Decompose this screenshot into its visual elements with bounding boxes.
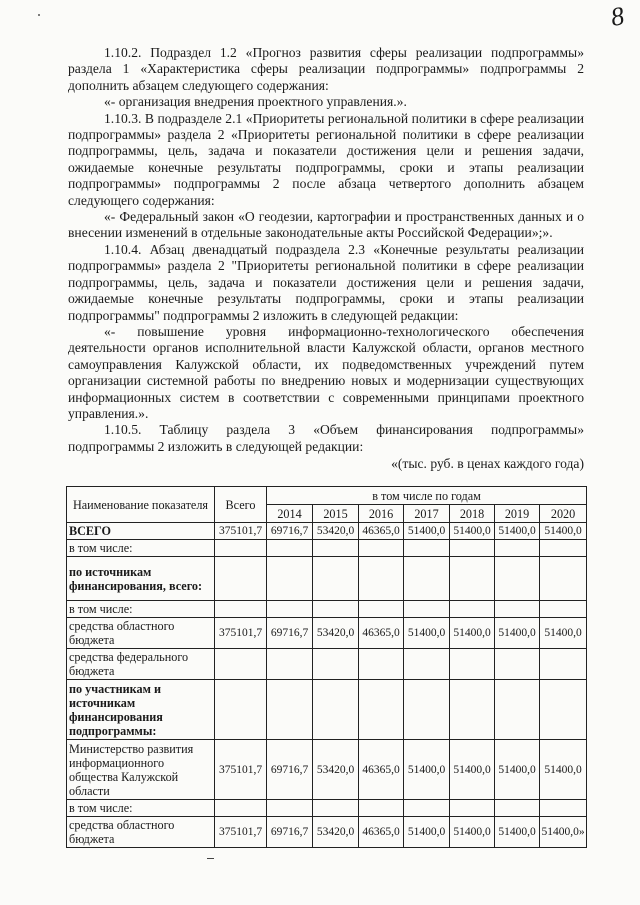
year-value-cell: [404, 601, 450, 618]
scan-mark: [207, 858, 214, 859]
year-value-cell: [313, 649, 359, 680]
paragraph-quote-2: «- Федеральный закон «О геодезии, картографии и пространственных данных и о внесении изменений в отдельные законодательные акты Российской Федерации»;».: [68, 209, 584, 241]
year-value-cell: 69716,7: [267, 523, 313, 540]
row-total: [215, 557, 267, 601]
year-value-cell: 69716,7: [267, 740, 313, 800]
year-value-cell: [313, 557, 359, 601]
year-value-cell: [359, 557, 404, 601]
header-by-years: в том числе по годам: [267, 487, 587, 505]
row-label: по источникам финансирования, всего:: [67, 557, 215, 601]
row-label: в том числе:: [67, 800, 215, 817]
year-value-cell: [267, 680, 313, 740]
year-value-cell: [495, 557, 540, 601]
year-value-cell: 51400,0: [495, 523, 540, 540]
header-year: 2014: [267, 505, 313, 523]
year-value-cell: 51400,0: [495, 740, 540, 800]
header-total: Всего: [215, 487, 267, 523]
header-name: Наименование показателя: [67, 487, 215, 523]
year-value-cell: 53420,0: [313, 523, 359, 540]
row-total: 375101,7: [215, 618, 267, 649]
year-value-cell: [313, 601, 359, 618]
year-value-cell: [450, 601, 495, 618]
table-row: [67, 523, 587, 540]
year-value-cell: [540, 557, 587, 601]
year-value-cell: 51400,0: [450, 618, 495, 649]
year-value-cell: 53420,0: [313, 618, 359, 649]
year-value-cell: [540, 800, 587, 817]
year-value-cell: 51400,0: [540, 618, 587, 649]
year-value-cell: [495, 680, 540, 740]
year-value-cell: 51400,0: [450, 817, 495, 848]
year-value-cell: 51400,0»: [540, 817, 587, 848]
table-row: [67, 540, 587, 557]
year-value-cell: 53420,0: [313, 740, 359, 800]
year-value-cell: 46365,0: [359, 523, 404, 540]
year-value-cell: [359, 540, 404, 557]
year-value-cell: [359, 800, 404, 817]
year-value-cell: [267, 649, 313, 680]
paragraph-1-10-3: 1.10.3. В подразделе 2.1 «Приоритеты региональной политики в сфере реализации подпрограммы» раздела 2 «Приоритеты региональной политики в сфере реализации подпрограммы, цель, задача и показатели достижения цели и решения задачи, ожидаемые конечные результаты подпрограммы, сроки и этапы реализации подпрограммы» подпрограммы 2 после абзаца четвертого дополнить абзацем следующего содержания:: [68, 110, 584, 208]
year-value-cell: 51400,0: [404, 618, 450, 649]
year-value-cell: 51400,0: [495, 817, 540, 848]
year-value-cell: 46365,0: [359, 618, 404, 649]
table-row: [67, 649, 587, 680]
year-value-cell: [404, 557, 450, 601]
row-total: [215, 800, 267, 817]
row-label: ВСЕГО: [67, 523, 215, 540]
row-total: [215, 649, 267, 680]
row-total: 375101,7: [215, 740, 267, 800]
year-value-cell: 51400,0: [540, 740, 587, 800]
table-unit-note: «(тыс. руб. в ценах каждого года): [391, 456, 584, 472]
year-value-cell: [359, 649, 404, 680]
year-value-cell: [495, 540, 540, 557]
year-value-cell: [359, 601, 404, 618]
year-value-cell: [450, 800, 495, 817]
header-year: 2018: [450, 505, 495, 523]
table-row: [67, 800, 587, 817]
year-value-cell: [404, 680, 450, 740]
year-value-cell: [540, 680, 587, 740]
year-value-cell: [267, 540, 313, 557]
document-body: [68, 45, 584, 473]
year-value-cell: [404, 649, 450, 680]
row-label: средства федерального бюджета: [67, 649, 215, 680]
year-value-cell: [267, 601, 313, 618]
year-value-cell: [450, 540, 495, 557]
year-value-cell: 69716,7: [267, 618, 313, 649]
year-value-cell: [313, 540, 359, 557]
year-value-cell: [313, 800, 359, 817]
row-label: в том числе:: [67, 601, 215, 618]
year-value-cell: [495, 649, 540, 680]
row-label: средства областного бюджета: [67, 817, 215, 848]
year-value-cell: [450, 649, 495, 680]
table-row: [67, 740, 587, 800]
table-row: [67, 618, 587, 649]
year-value-cell: [495, 800, 540, 817]
year-value-cell: [450, 557, 495, 601]
paragraph-1-10-4: 1.10.4. Абзац двенадцатый подраздела 2.3 «Конечные результаты реализации подпрограммы» раздела 2 "Приоритеты региональной политики в сфере реализации подпрограммы, цель, задача и показатели достижения цели и решения задачи, ожидаемые конечные результаты подпрограммы, сроки и этапы реализации подпрограммы" подпрограммы 2 изложить в следующей редакции:: [68, 241, 584, 323]
scan-speck: [38, 14, 40, 16]
table-row: [67, 817, 587, 848]
year-value-cell: 51400,0: [450, 740, 495, 800]
year-value-cell: [313, 680, 359, 740]
paragraph-quote-1: «- организация внедрения проектного управления.».: [104, 94, 407, 110]
year-value-cell: 51400,0: [404, 817, 450, 848]
year-value-cell: [267, 557, 313, 601]
page-number: 8: [608, 1, 627, 32]
row-label: в том числе:: [67, 540, 215, 557]
year-value-cell: 51400,0: [404, 523, 450, 540]
table-row: [67, 557, 587, 601]
row-label: по участникам и источникам финансирования подпрограммы:: [67, 680, 215, 740]
header-year: 2017: [404, 505, 450, 523]
paragraph-1-10-2: 1.10.2. Подраздел 1.2 «Прогноз развития сферы реализации подпрограммы» раздела 1 «Характеристика сферы реализации подпрограммы» подпрограммы 2 дополнить абзацем следующего содержания:: [68, 45, 584, 93]
table-row: [67, 680, 587, 740]
year-value-cell: 51400,0: [404, 740, 450, 800]
year-value-cell: 51400,0: [495, 618, 540, 649]
year-value-cell: 69716,7: [267, 817, 313, 848]
year-value-cell: 46365,0: [359, 740, 404, 800]
row-total: [215, 540, 267, 557]
year-value-cell: 53420,0: [313, 817, 359, 848]
year-value-cell: [495, 601, 540, 618]
year-value-cell: [540, 649, 587, 680]
header-year: 2020: [540, 505, 587, 523]
year-value-cell: 51400,0: [540, 523, 587, 540]
row-label: средства областного бюджета: [67, 618, 215, 649]
row-total: 375101,7: [215, 817, 267, 848]
year-value-cell: 46365,0: [359, 817, 404, 848]
row-total: [215, 680, 267, 740]
paragraph-quote-3: «- повышение уровня информационно-технологического обеспечения деятельности органов исполнительной власти Калужской области, органов местного самоуправления Калужской области, их подведомственных учреждений путем организации системной работы по внедрению новых и модернизации существующих информационных систем в соответствии с современными принципами проектного управления.».: [68, 323, 584, 421]
year-value-cell: [404, 800, 450, 817]
year-value-cell: [450, 680, 495, 740]
year-value-cell: 51400,0: [450, 523, 495, 540]
year-value-cell: [359, 680, 404, 740]
row-total: 375101,7: [215, 523, 267, 540]
year-value-cell: [404, 540, 450, 557]
year-value-cell: [540, 540, 587, 557]
financing-table: [66, 486, 587, 848]
row-total: [215, 601, 267, 618]
header-year: 2015: [313, 505, 359, 523]
paragraph-1-10-5: 1.10.5. Таблицу раздела 3 «Объем финансирования подпрограммы» подпрограммы 2 изложить в следующей редакции:: [68, 422, 584, 454]
header-year: 2016: [359, 505, 404, 523]
row-label: Министерство развития информационного общества Калужской области: [67, 740, 215, 800]
year-value-cell: [267, 800, 313, 817]
table-row: [67, 601, 587, 618]
year-value-cell: [540, 601, 587, 618]
header-year: 2019: [495, 505, 540, 523]
